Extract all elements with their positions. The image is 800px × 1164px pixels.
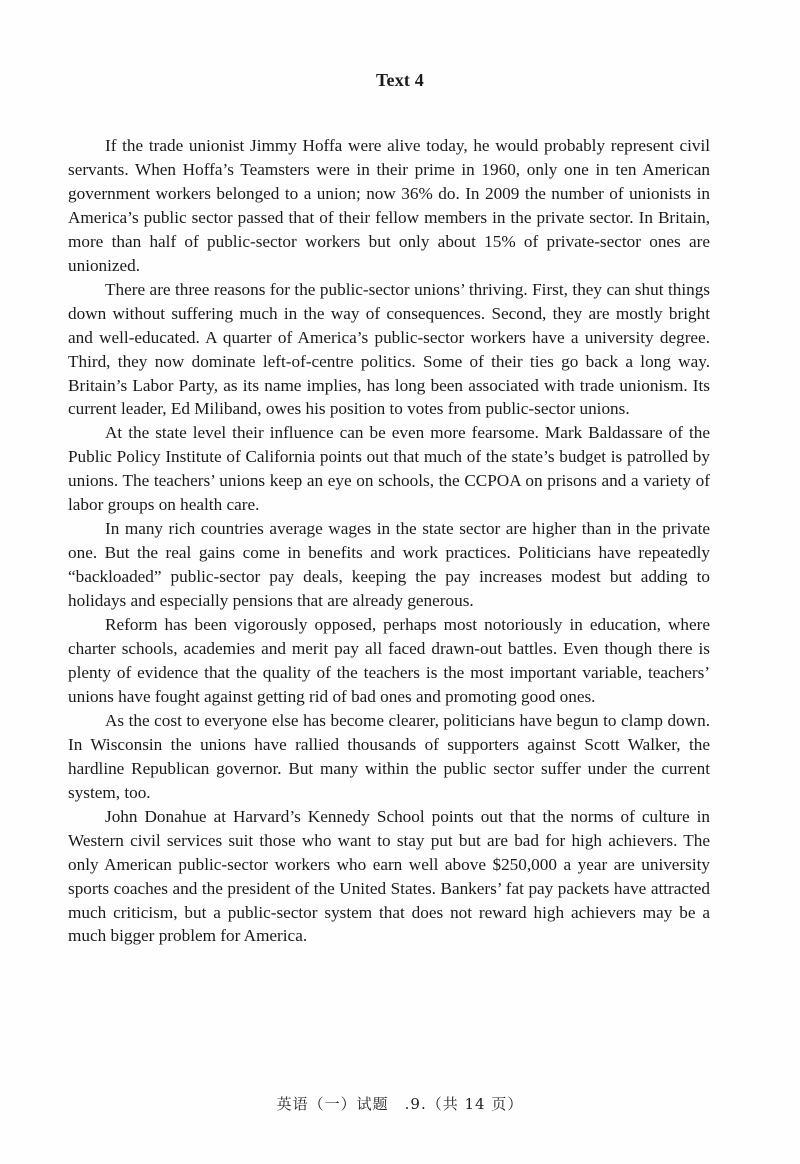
page-title: Text 4 <box>375 70 425 90</box>
paragraph-6: As the cost to everyone else has become clearer, politicians have begun to clamp down. In Wisconsin the unions have rallied thousands of supporters against Scott Walker, the hardline Republican governor. But many within the public sector suffer under the current system, too. <box>68 710 710 802</box>
page-footer: 英语（一）试题 .9.（共 14 页） <box>276 1095 524 1113</box>
article-body <box>68 134 710 948</box>
paragraph-7: John Donahue at Harvard’s Kennedy School points out that the norms of culture in Western civil services suit those who want to stay put but are bad for high achievers. The only American public-sector workers who earn well above $250,000 a year are university sports coaches and the president of the United States. Bankers’ fat pay packets have attracted much criticism, but a public-sector system that does not reward high achievers may be a much bigger problem for America. <box>68 806 710 946</box>
paragraph-5: Reform has been vigorously opposed, perhaps most notoriously in education, where charter schools, academies and merit pay all faced drawn-out battles. Even though there is plenty of evidence that the quality of the teachers is the most important variable, teachers’ unions have fought against getting rid of bad ones and promoting good ones. <box>68 615 710 706</box>
paragraph-3: At the state level their influence can be even more fearsome. Mark Baldassare of the Public Policy Institute of California points out that much of the state’s budget is patrolled by unions. The teachers’ unions keep an eye on schools, the CCPOA on prisons and a variety of labor groups on health care. <box>68 423 710 515</box>
paragraph-2: There are three reasons for the public-sector unions’ thriving. First, they can shut things down without suffering much in the way of consequences. Second, they are mostly bright and well-educated. A quarter of America’s public-sector workers have a university degree. Third, they now dominate left-of-centre politics. Some of their ties go back a long way. Britain’s Labor Party, as its name implies, has long been associated with trade unionism. Its current leader, Ed Miliband, owes his position to votes from public-sector unions. <box>68 279 710 419</box>
paragraph-1: If the trade unionist Jimmy Hoffa were alive today, he would probably represent civil servants. When Hoffa’s Teamsters were in their prime in 1960, only one in ten American government workers belonged to a union; now 36% do. In 2009 the number of unionists in America’s public sector passed that of their fellow members in the private sector. In Britain, more than half of public-sector workers but only about 15% of private-sector ones are unionized. <box>68 136 710 275</box>
paragraph-4: In many rich countries average wages in the state sector are higher than in the private one. But the real gains come in benefits and work practices. Politicians have repeatedly “backloaded” public-sector pay deals, keeping the pay increases modest but adding to holidays and especially pensions that are already generous. <box>68 519 710 611</box>
